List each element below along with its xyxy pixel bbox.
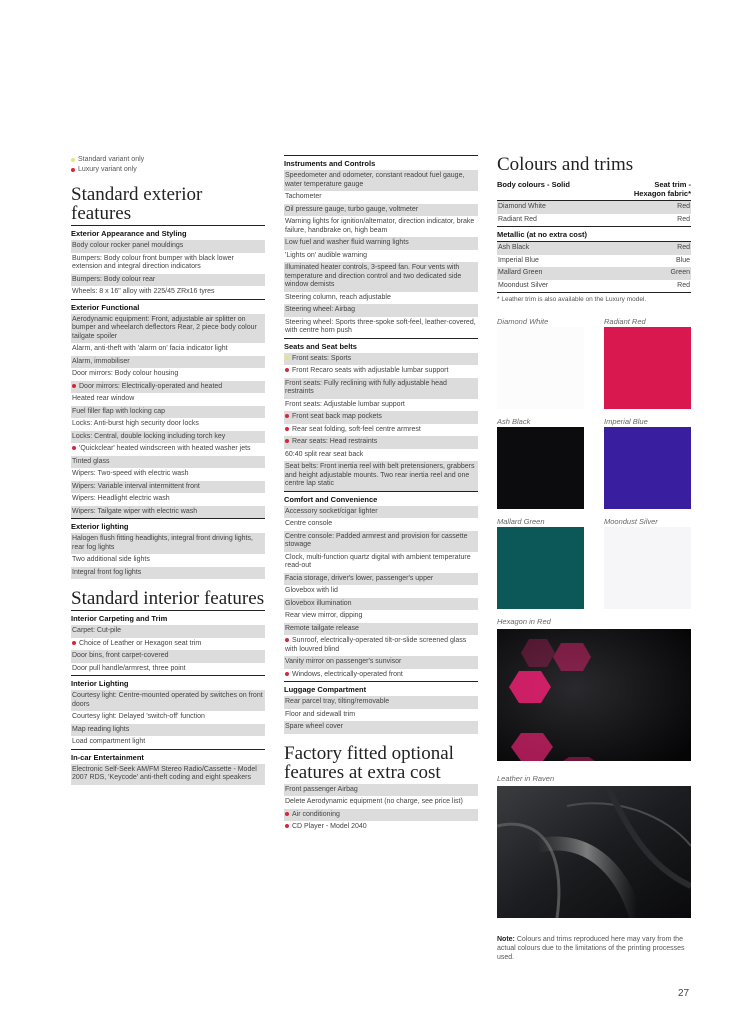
feature-row: [284, 216, 478, 237]
feature-text: Alarm, immobiliser: [72, 357, 130, 365]
feature-row: [284, 436, 478, 449]
feature-text: Carpet: Cut-pile: [72, 627, 122, 634]
colour-row: [497, 255, 691, 268]
feature-row: [284, 669, 478, 682]
feature-text: Wipers: Headlight electric wash: [72, 495, 170, 502]
feature-row: [284, 635, 478, 656]
colour-name: Ash Black: [498, 244, 530, 251]
feature-text: Tinted glass: [72, 457, 110, 465]
solid-colours-table: [497, 201, 691, 226]
feature-row: [284, 250, 478, 263]
column-right: [497, 155, 691, 962]
feature-text: Front seats: Fully reclining with fully adjustable head restraints: [285, 379, 447, 395]
trim-colour: Red: [677, 203, 690, 210]
feature-row: [71, 481, 265, 494]
feature-row: [284, 449, 478, 462]
feature-text: Glovebox illumination: [285, 599, 352, 607]
feature-text: Windows, electrically-operated front: [292, 670, 403, 678]
legend-standard: Standard variant only: [71, 155, 265, 165]
feature-text: Seat belts: Front inertia reel with belt pretensioners, grabbers and height adjustable mounts. Two rear inertia reel and one centre lap static: [285, 463, 475, 487]
feature-row: [284, 796, 478, 809]
feature-row: [71, 690, 265, 711]
feature-text: Glovebox with lid: [285, 587, 338, 594]
feature-row: [71, 314, 265, 344]
trim-colour: Red: [677, 244, 690, 251]
colour-name: Diamond White: [498, 203, 546, 210]
feature-text: Illuminated heater controls, 3-speed fan. Four vents with temperature and direction control and two dedicated side window demists: [285, 264, 462, 288]
feature-row: [284, 610, 478, 623]
feature-row: [71, 567, 265, 580]
feature-row: [284, 399, 478, 412]
yellow-dot-icon: [71, 158, 75, 162]
feature-text: Speedometer and odometer, constant readout fuel gauge, water temperature gauge: [285, 172, 465, 188]
hexagon-label: Hexagon in Red: [497, 617, 551, 626]
feature-row: [71, 663, 265, 676]
trim-colour: Green: [670, 269, 690, 276]
feature-text: 60:40 split rear seat back: [285, 450, 364, 458]
section-heading: Exterior Appearance and Styling: [71, 229, 187, 238]
feature-text: Integral front fog lights: [72, 568, 142, 576]
section-heading: Luggage Compartment: [284, 685, 367, 694]
page-number: 27: [678, 988, 690, 999]
feature-row: [284, 424, 478, 437]
colour-name: Radiant Red: [498, 215, 537, 223]
swatch-label: Diamond White: [497, 317, 549, 326]
feature-text: Halogen flush fitting headlights, integral front driving lights, rear fog lights: [72, 535, 253, 551]
feature-text: CD Player - Model 2040: [292, 823, 367, 830]
feature-row: [284, 204, 478, 217]
feature-row: [284, 721, 478, 734]
feature-text: Vanity mirror on passenger's sunvisor: [285, 658, 402, 665]
colour-name: Mallard Green: [498, 269, 543, 276]
feature-text: Heated rear window: [72, 395, 135, 402]
feature-row: [71, 356, 265, 369]
feature-row: [284, 262, 478, 292]
feature-text: Air conditioning: [292, 810, 340, 818]
feature-row: [71, 443, 265, 456]
feature-text: Floor and sidewall trim: [285, 710, 356, 718]
feature-text: Alarm, anti-theft with 'alarm on' facia indicator light: [72, 345, 228, 352]
feature-text: Steering wheel: Airbag: [285, 306, 356, 313]
red-dot-icon: [71, 168, 75, 172]
feature-row: [284, 292, 478, 305]
colour-swatch: [497, 427, 584, 509]
feature-text: Body colour rocker panel mouldings: [72, 242, 184, 249]
feature-row: [284, 696, 478, 709]
section-title: Factory fitted optional features at extra cost: [284, 742, 454, 783]
feature-row: [71, 764, 265, 785]
section-title: Standard exterior features: [71, 184, 203, 224]
feature-text: Bumpers: Body colour front bumper with black lower extension and integral direction indicators: [72, 254, 234, 270]
colour-row: [497, 280, 691, 293]
feature-row: [284, 191, 478, 204]
feature-text: Choice of Leather or Hexagon seat trim: [79, 639, 202, 647]
red-dot-icon: [285, 427, 289, 431]
swatch-label: Imperial Blue: [604, 417, 648, 426]
feature-text: Map reading lights: [72, 725, 130, 733]
red-dot-icon: [72, 384, 76, 388]
feature-row: [71, 711, 265, 724]
trim-colour: Red: [677, 281, 690, 289]
feature-row: [284, 365, 478, 378]
feature-text: 'Quickclear' heated windscreen with heated washer jets: [79, 445, 251, 452]
feature-text: Rear seats: Head restraints: [292, 438, 378, 445]
colour-table-header: [497, 180, 691, 198]
feature-row: [71, 253, 265, 274]
feature-row: [284, 506, 478, 519]
colour-name: Imperial Blue: [498, 256, 539, 264]
feature-text: Courtesy light: Delayed 'switch-off' function: [72, 713, 205, 720]
red-dot-icon: [285, 368, 289, 372]
feature-text: Rear parcel tray, tilting/removable: [285, 698, 390, 705]
feature-row: [284, 585, 478, 598]
leather-raven-image: [497, 786, 691, 918]
feature-text: Two additional side lights: [72, 556, 150, 563]
feature-row: [71, 406, 265, 419]
red-dot-icon: [285, 439, 289, 443]
feature-row: [71, 274, 265, 287]
feature-text: Door pull handle/armrest, three point: [72, 664, 186, 672]
swatch-label: Moondust Silver: [604, 517, 658, 526]
feature-text: Front seats: Sports: [292, 354, 352, 362]
red-dot-icon: [285, 638, 289, 642]
feature-text: Front seats: Adjustable lumbar support: [285, 400, 405, 408]
feature-text: Bumpers: Body colour rear: [72, 275, 156, 283]
colour-swatch: [604, 427, 691, 509]
colour-swatch: [604, 327, 691, 409]
column-left: [71, 155, 265, 785]
feature-row: [71, 506, 265, 519]
feature-text: Delete Aerodynamic equipment (no charge, see price list): [285, 798, 463, 805]
feature-text: Front passenger Airbag: [285, 785, 358, 793]
feature-row: [71, 393, 265, 406]
feature-row: [71, 368, 265, 381]
feature-row: [284, 411, 478, 424]
colour-swatch: [604, 527, 691, 609]
header-seat-trim: Seat trim - Hexagon fabric*: [633, 180, 691, 198]
red-dot-icon: [72, 641, 76, 645]
colour-swatch: [497, 527, 584, 609]
feature-text: Oil pressure gauge, turbo gauge, voltmeter: [285, 205, 419, 213]
swatch-label: Radiant Red: [604, 317, 646, 326]
leather-label: Leather in Raven: [497, 774, 555, 783]
header-body-colours: Body colours - Solid: [497, 180, 570, 189]
feature-row: [284, 518, 478, 531]
red-dot-icon: [285, 824, 289, 828]
feature-text: Centre console: Padded armrest and provision for cassette stowage: [285, 532, 468, 548]
metallic-header: Metallic (at no extra cost): [497, 230, 588, 239]
feature-row: [71, 625, 265, 638]
feature-row: [71, 650, 265, 663]
feature-row: [284, 784, 478, 797]
section-heading: Interior Carpeting and Trim: [71, 614, 168, 623]
feature-row: [284, 304, 478, 317]
feature-text: Rear view mirror, dipping: [285, 612, 363, 619]
feature-text: Aerodynamic equipment: Front, adjustable air splitter on bumper and wheelarch deflectors Rear, 2 piece body colour tailgate spoiler: [72, 315, 257, 340]
feature-text: Wheels: 8 x 16" alloy with 225/45 ZRx16 tyres: [72, 288, 215, 295]
feature-text: Sunroof, electrically-operated tilt-or-slide screened glass with louvred blind: [285, 637, 467, 653]
section-heading: Seats and Seat belts: [284, 341, 357, 351]
feature-text: Wipers: Variable interval intermittent front: [72, 482, 200, 490]
feature-row: [284, 531, 478, 552]
colour-swatch: [497, 327, 584, 409]
red-dot-icon: [72, 446, 76, 450]
feature-text: Electronic Self-Seek AM/FM Stereo Radio/Cassette - Model 2007 RDS, 'Keycode' anti-theft coding and eight speakers: [72, 765, 257, 781]
feature-row: [284, 237, 478, 250]
feature-text: Rear seat folding, soft-feel centre armrest: [292, 425, 421, 433]
feature-text: Door mirrors: Body colour housing: [72, 370, 179, 377]
feature-text: Facia storage, driver's lower, passenger's upper: [285, 574, 434, 582]
feature-text: Front seat back map pockets: [292, 413, 382, 420]
feature-text: Wipers: Two-speed with electric wash: [72, 470, 189, 477]
section-heading: Instruments and Controls: [284, 159, 376, 168]
feature-text: Steering column, reach adjustable: [285, 293, 391, 301]
feature-row: [71, 431, 265, 444]
section-heading: Interior Lighting: [71, 679, 129, 688]
metallic-colours-table: [497, 242, 691, 292]
feature-row: [284, 378, 478, 399]
feature-text: Door mirrors: Electrically-operated and heated: [79, 382, 223, 390]
yellow-dot-icon: [285, 356, 289, 360]
print-note: Note: Colours and trims reproduced here may vary from the actual colours due to the limitations of the printing processes used.: [497, 936, 685, 961]
feature-text: Front Recaro seats with adjustable lumbar support: [292, 367, 449, 374]
leather-footnote: * Leather trim is also available on the Luxury model.: [497, 296, 647, 303]
feature-row: [71, 493, 265, 506]
feature-row: [71, 554, 265, 567]
feature-row: [284, 809, 478, 822]
feature-row: [71, 456, 265, 469]
feature-row: [284, 170, 478, 191]
trim-colour: Red: [677, 215, 690, 223]
feature-text: Low fuel and washer fluid warning lights: [285, 239, 409, 246]
feature-text: Fuel filler flap with locking cap: [72, 407, 165, 415]
section-heading: In-car Entertainment: [71, 752, 144, 762]
feature-text: Locks: Central, double locking including torch key: [72, 432, 226, 440]
feature-row: [71, 343, 265, 356]
feature-row: [71, 724, 265, 737]
feature-text: 'Lights on' audible warning: [285, 251, 368, 259]
feature-text: Clock, multi-function quartz digital with ambient temperature read-out: [285, 553, 471, 569]
feature-row: [284, 461, 478, 491]
feature-row: [71, 736, 265, 749]
feature-text: Wipers: Tailgate wiper with electric wash: [72, 507, 198, 515]
colour-name: Moondust Silver: [498, 281, 549, 289]
feature-text: Remote tailgate release: [285, 624, 359, 632]
feature-row: [284, 623, 478, 636]
colour-row: [497, 201, 691, 214]
trim-colour: Blue: [675, 256, 690, 264]
red-dot-icon: [285, 812, 289, 816]
feature-text: Locks: Anti-burst high security door locks: [72, 420, 199, 427]
feature-text: Steering wheel: Sports three-spoke soft-feel, leather-covered, with centre horn push: [285, 318, 476, 334]
feature-row: [284, 552, 478, 573]
feature-text: Accessory socket/cigar lighter: [285, 507, 378, 515]
exterior-interior-features-list: [71, 185, 265, 785]
feature-row: [284, 353, 478, 366]
feature-text: Tachometer: [285, 193, 322, 200]
swatch-label: Mallard Green: [497, 517, 545, 526]
feature-row: [284, 573, 478, 586]
section-title: Standard interior features: [71, 588, 265, 609]
feature-row: [71, 381, 265, 394]
feature-text: Courtesy light: Centre-mounted operated by switches on front doors: [72, 692, 263, 708]
red-dot-icon: [285, 672, 289, 676]
feature-text: Centre console: [285, 520, 333, 527]
red-dot-icon: [285, 414, 289, 418]
colour-row: [497, 214, 691, 227]
section-heading: Comfort and Convenience: [284, 494, 378, 504]
colour-row: [497, 242, 691, 255]
feature-text: Load compartment light: [72, 738, 146, 745]
feature-text: Warning lights for ignition/alternator, direction indicator, brake failure, handbrake on, high beam: [285, 218, 475, 234]
feature-row: [71, 638, 265, 651]
swatch-label: Ash Black: [497, 417, 531, 426]
colour-swatches: [497, 309, 691, 609]
feature-row: [71, 418, 265, 431]
feature-text: Spare wheel cover: [285, 723, 343, 730]
feature-row: [284, 656, 478, 669]
legend-luxury: Luxury variant only: [71, 165, 265, 175]
section-heading: Exterior lighting: [71, 522, 129, 531]
hexagon-fabric-image: [497, 629, 691, 761]
feature-row: [284, 709, 478, 722]
feature-row: [284, 598, 478, 611]
feature-text: Door bins, front carpet-covered: [72, 652, 169, 659]
feature-row: [71, 240, 265, 253]
controls-seats-comfort-list: [284, 155, 478, 834]
section-heading: Exterior Functional: [71, 302, 140, 312]
column-middle: [284, 155, 478, 834]
feature-row: [71, 468, 265, 481]
feature-row: [284, 317, 478, 338]
colour-row: [497, 267, 691, 280]
feature-row: [71, 533, 265, 554]
feature-row: [71, 286, 265, 299]
colours-title: Colours and trims: [497, 154, 634, 175]
feature-row: [284, 821, 478, 834]
